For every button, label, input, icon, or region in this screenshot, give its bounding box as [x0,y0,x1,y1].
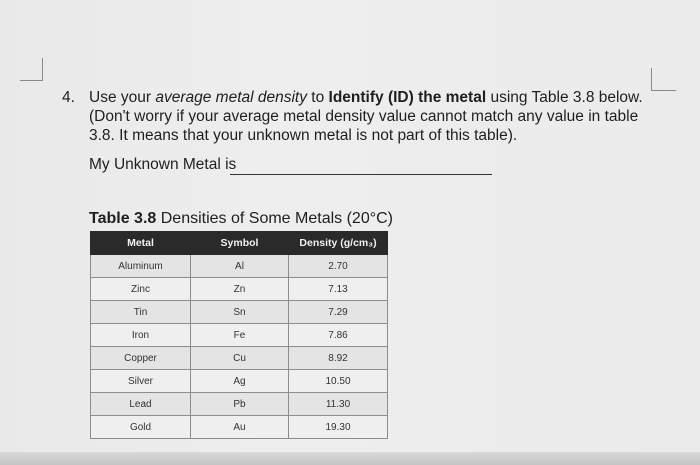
answer-blank-line[interactable] [230,174,492,175]
header-density: Density (g/cm₃) [289,232,388,255]
metal-cell: Gold [91,416,191,439]
table-row [91,393,388,416]
density-cell: 2.70 [289,255,388,278]
question-line [89,107,669,126]
density-cell: 7.13 [289,278,388,301]
symbol-cell: Sn [191,301,289,324]
question-line [89,126,669,145]
table-row [91,301,388,324]
symbol-cell: Pb [191,393,289,416]
table-header-row [91,232,388,255]
metal-cell: Lead [91,393,191,416]
metal-cell: Iron [91,324,191,347]
question-text-span: Use your [89,89,156,106]
table-caption-title: Densities of Some Metals (20°C) [156,210,393,227]
header-metal: Metal [91,232,191,255]
table-row [91,416,388,439]
metal-density-table [90,231,388,439]
symbol-cell: Ag [191,370,289,393]
density-cell: 8.92 [289,347,388,370]
table-body [91,255,388,439]
question-text-span: 3.8. It means that your unknown metal is not part of this table). [89,127,518,144]
density-cell: 10.50 [289,370,388,393]
question-text-span: Identify (ID) the metal [328,89,487,106]
table-row [91,255,388,278]
density-cell: 7.86 [289,324,388,347]
question-line [89,88,669,107]
question-number: 4. [62,89,75,106]
question-text-span: average metal density [155,89,307,106]
symbol-cell: Fe [191,324,289,347]
symbol-cell: Al [191,255,289,278]
metal-cell: Tin [91,301,191,324]
density-cell: 7.29 [289,301,388,324]
symbol-cell: Zn [191,278,289,301]
density-cell: 11.30 [289,393,388,416]
density-cell: 19.30 [289,416,388,439]
metal-cell: Silver [91,370,191,393]
answer-prompt: My Unknown Metal is [89,156,237,173]
table-row [91,370,388,393]
header-symbol: Symbol [191,232,289,255]
symbol-cell: Cu [191,347,289,370]
page-shadow [0,452,700,465]
metal-cell: Aluminum [91,255,191,278]
table-row [91,324,388,347]
table-row [91,347,388,370]
metal-cell: Zinc [91,278,191,301]
symbol-cell: Au [191,416,289,439]
crop-mark-left [20,58,43,81]
table-caption [89,210,393,228]
table-row [91,278,388,301]
metal-cell: Copper [91,347,191,370]
question-text-span: (Don't worry if your average metal density value cannot match any value in table [89,108,639,125]
question-text-span: to [306,89,329,106]
question-text-span: using Table 3.8 below. [486,89,643,106]
question-text [89,88,669,145]
table-caption-label: Table 3.8 [89,210,157,227]
